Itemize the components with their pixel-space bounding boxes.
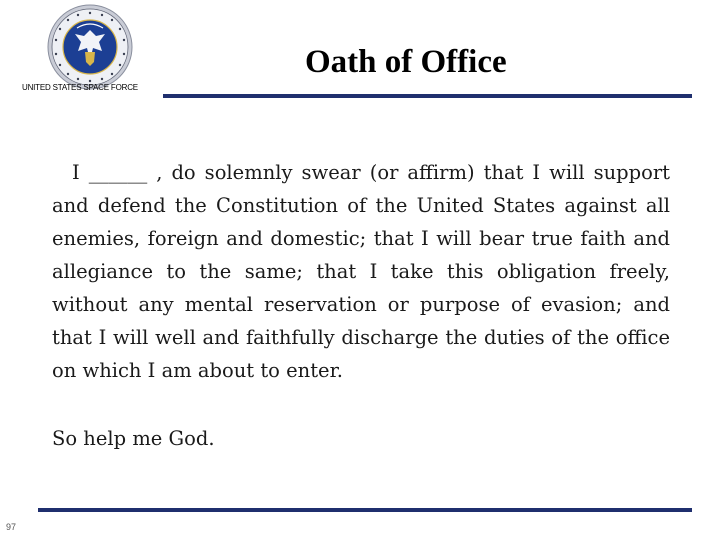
department-seal-icon [47,4,133,90]
page-number: 97 [6,522,17,532]
header-divider [163,94,692,98]
oath-text: I ______ , do solemnly swear (or affirm) that I will support and defend the Constitution of the United States against all enemies, foreign and domestic; that I will bear true faith and allegiance to the same; that I take this obligation freely, without any mental reservation or purpose of evasion; and that I will well and faithfully discharge the duties of the office on which I am about to enter. [52,161,670,382]
closing-line: So help me God. [52,427,215,450]
organization-label: UNITED STATES SPACE FORCE [22,83,138,92]
footer-divider [38,508,692,512]
page-title: Oath of Office [305,44,507,80]
